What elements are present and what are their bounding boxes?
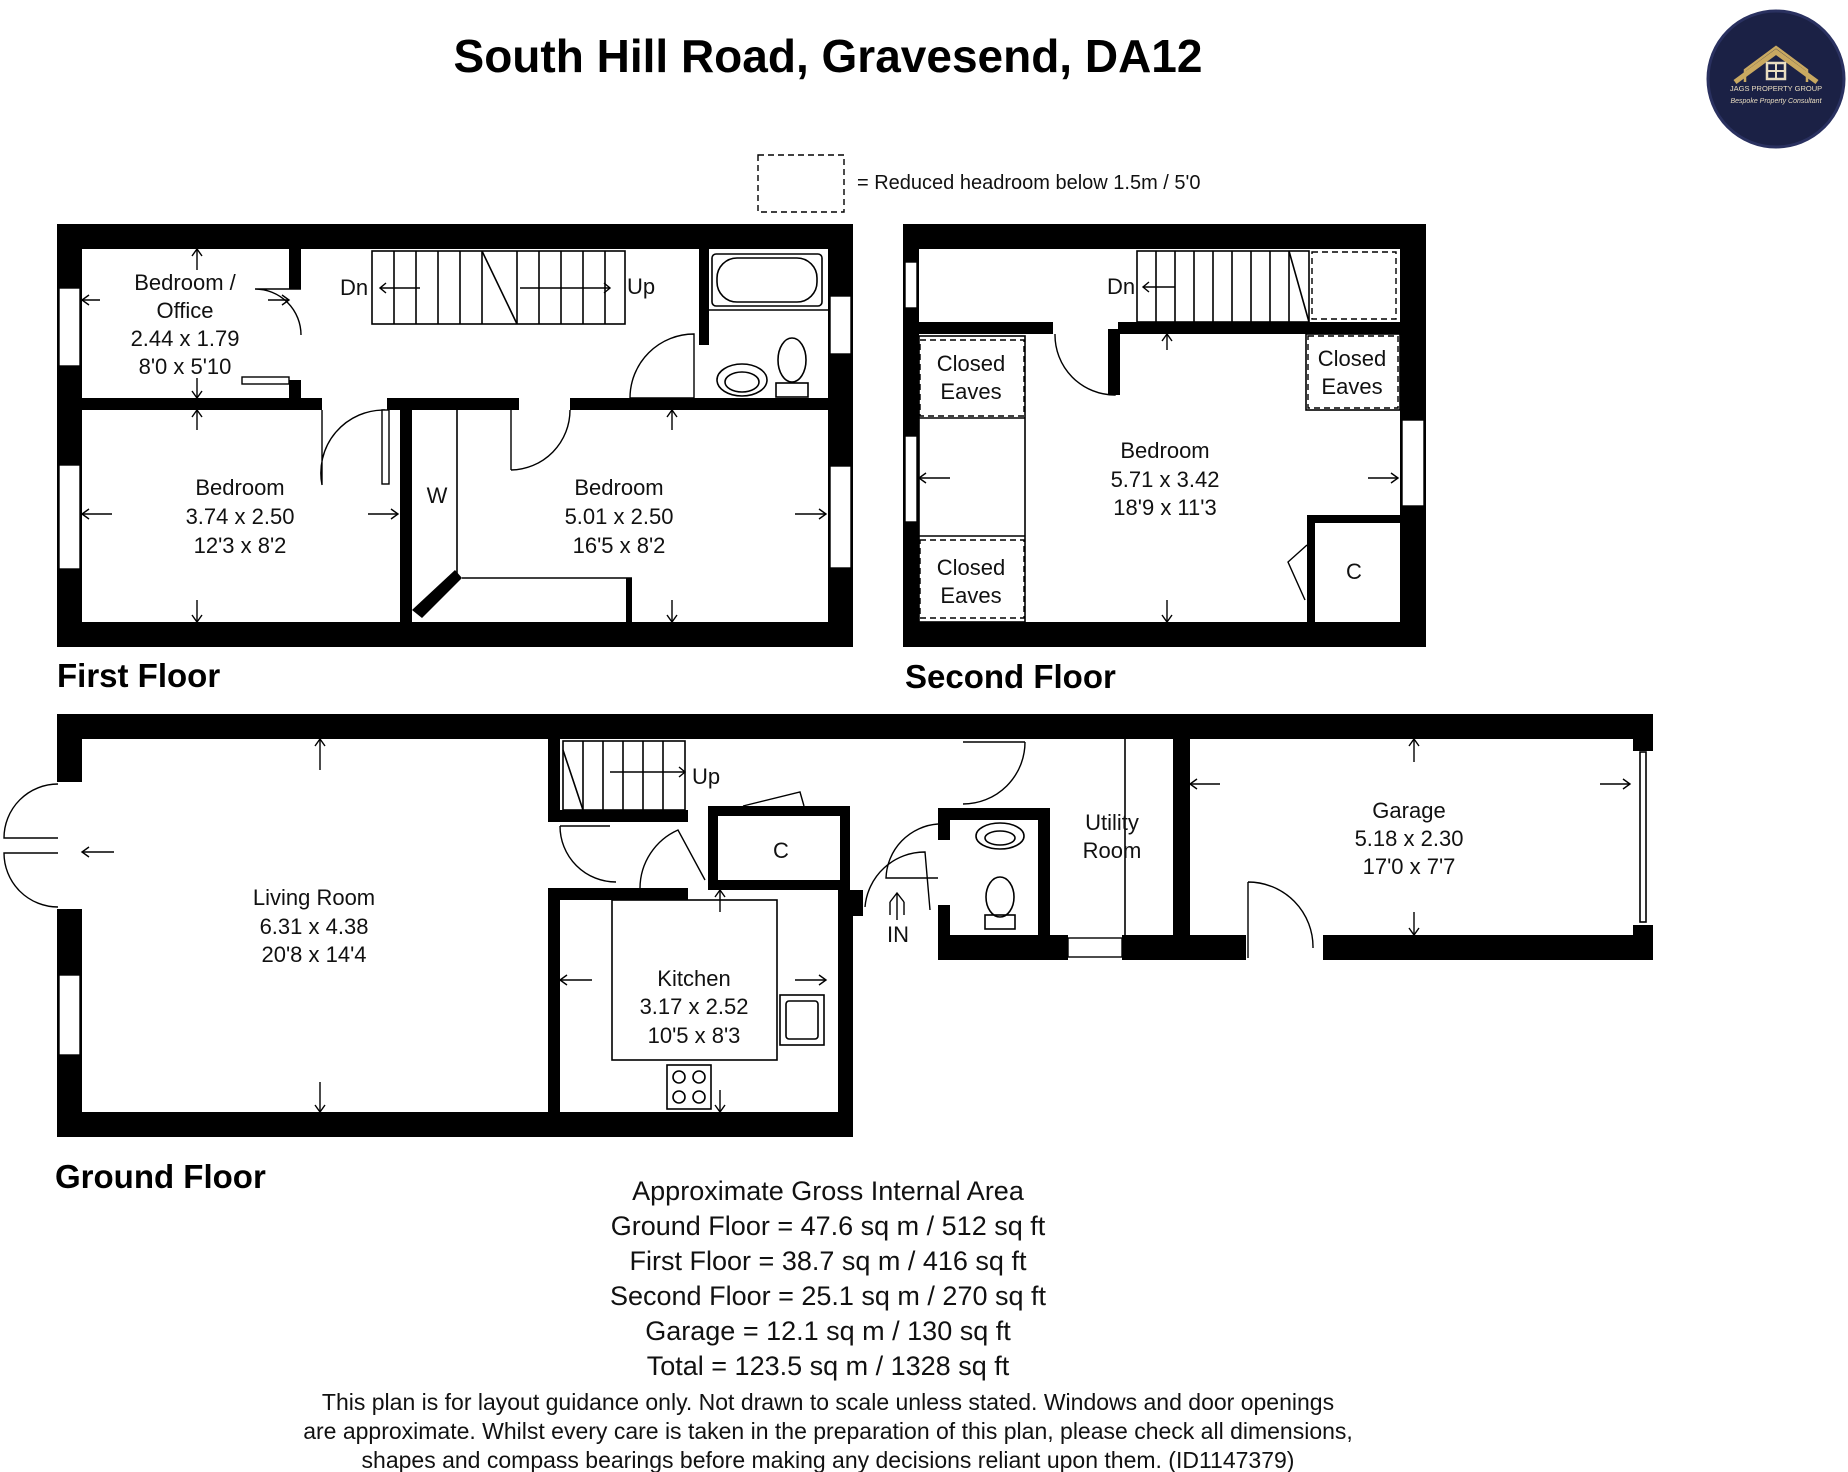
room-label: Bedroom [574, 475, 664, 500]
door-swing [4, 784, 58, 838]
room-dimension: 3.17 x 2.52 [639, 994, 749, 1019]
room-dimension: 17'0 x 7'7 [1362, 854, 1456, 879]
eaves-label: Closed [936, 351, 1006, 376]
stair-treads [1156, 251, 1309, 322]
room-dimension: 18'9 x 11'3 [1113, 495, 1217, 520]
door-swing [560, 826, 616, 882]
room-label: Bedroom [195, 475, 285, 500]
logo-tagline: Bespoke Property Consultant [1730, 98, 1822, 105]
ground-floor-plan [4, 714, 1653, 1137]
legend-swatch [758, 155, 844, 212]
room-label: Living Room [252, 885, 376, 910]
room-dimension: 3.74 x 2.50 [185, 504, 295, 529]
cupboard-label: C [773, 838, 789, 863]
company-logo [1708, 11, 1844, 147]
floor-label-ground: Ground Floor [55, 1158, 266, 1195]
stair-treads [563, 741, 663, 810]
first-floor-plan [57, 224, 853, 647]
door-swing [630, 334, 694, 398]
eaves-label: Closed [1317, 346, 1387, 371]
door-swing [4, 853, 58, 907]
stair-label: Up [626, 274, 656, 299]
window [1068, 938, 1122, 957]
window [1402, 420, 1424, 506]
room-dimension: 12'3 x 8'2 [193, 533, 287, 558]
room-label: Bedroom [1120, 438, 1210, 463]
door-swing [1288, 545, 1307, 600]
stair-label: Dn [339, 275, 369, 300]
stair-label: Up [691, 764, 721, 789]
area-heading: Approximate Gross Internal Area [632, 1176, 1024, 1206]
room-label: Bedroom / [134, 270, 236, 295]
area-summary [610, 1176, 1046, 1381]
door-swing [886, 824, 938, 878]
door-swing [963, 742, 1025, 804]
window [59, 288, 80, 366]
room-dimension: 8'0 x 5'10 [138, 354, 232, 379]
eaves-label: Eaves [1321, 374, 1383, 399]
room-label: Garage [1372, 798, 1446, 823]
door-swing [1055, 334, 1115, 395]
window [830, 296, 851, 354]
wardrobe-label: W [426, 483, 448, 508]
legend-text: = Reduced headroom below 1.5m / 5'0 [857, 172, 1201, 194]
window [905, 436, 917, 522]
room-dimension: 5.71 x 3.42 [1110, 467, 1220, 492]
disclaimer-line: shapes and compass bearings before making any decisions reliant upon them. (ID1147379) [361, 1447, 1295, 1472]
window [59, 975, 80, 1055]
disclaimer [303, 1389, 1353, 1472]
room-dimension: 20'8 x 14'4 [261, 942, 367, 967]
garage-door [1640, 752, 1646, 922]
reduced-headroom-area [1312, 252, 1396, 319]
door-swing [1248, 882, 1313, 958]
door-swing [321, 410, 385, 485]
eaves-label: Eaves [940, 379, 1002, 404]
stair-label: Dn [1106, 274, 1136, 299]
second-floor-plan [903, 224, 1426, 647]
legend [758, 155, 1200, 212]
disclaimer-line: are approximate. Whilst every care is taken in the preparation of this plan, please check all dimensions, [303, 1418, 1353, 1444]
eaves-label: Closed [936, 555, 1006, 580]
cupboard-label: C [1346, 559, 1362, 584]
entrance-label: IN [887, 922, 909, 947]
area-total: Total = 123.5 sq m / 1328 sq ft [646, 1351, 1010, 1381]
room-dimension: 2.44 x 1.79 [130, 326, 240, 351]
room-label: Room [1082, 838, 1142, 863]
area-first: First Floor = 38.7 sq m / 416 sq ft [629, 1246, 1027, 1276]
disclaimer-line: This plan is for layout guidance only. Not drawn to scale unless stated. Windows and door openings [321, 1389, 1335, 1415]
door-swing [255, 289, 301, 335]
area-garage: Garage = 12.1 sq m / 130 sq ft [645, 1316, 1011, 1346]
door-swing [511, 410, 570, 470]
window [59, 465, 80, 569]
window [830, 466, 851, 568]
area-second: Second Floor = 25.1 sq m / 270 sq ft [610, 1281, 1046, 1311]
window [905, 262, 917, 308]
room-dimension: 16'5 x 8'2 [572, 533, 666, 558]
room-label: Office [156, 298, 214, 323]
eaves-label: Eaves [940, 583, 1002, 608]
door-swing [640, 830, 705, 888]
door-swing [743, 792, 804, 806]
room-dimension: 5.18 x 2.30 [1354, 826, 1464, 851]
logo-name: JAGS PROPERTY GROUP [1729, 84, 1823, 93]
plan-title: South Hill Road, Gravesend, DA12 [453, 30, 1203, 82]
room-label: Utility [1085, 810, 1139, 835]
room-dimension: 6.31 x 4.38 [259, 914, 369, 939]
room-label: Kitchen [657, 966, 731, 991]
room-dimension: 10'5 x 8'3 [647, 1023, 741, 1048]
room-dimension: 5.01 x 2.50 [564, 504, 674, 529]
area-ground: Ground Floor = 47.6 sq m / 512 sq ft [610, 1211, 1046, 1241]
floor-label-first: First Floor [57, 657, 221, 694]
floor-label-second: Second Floor [905, 658, 1116, 695]
